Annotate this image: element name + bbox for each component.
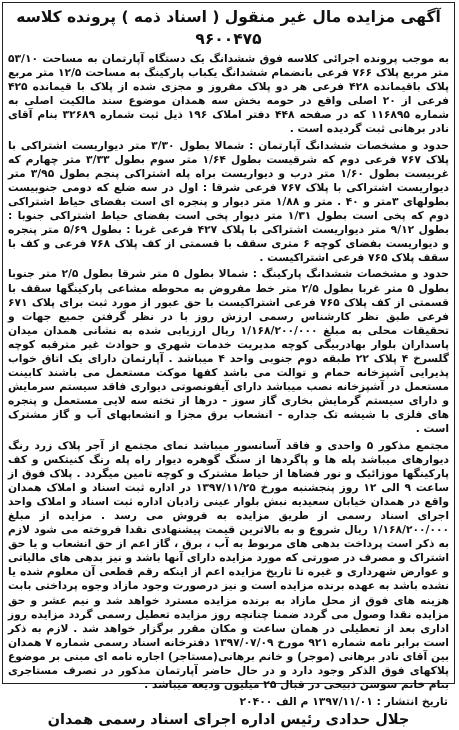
paragraph-property-description: به موجب پرونده اجرائی کلاسه فوق ششدانگ یک دستگاه آپارتمان به مساحت ۵۳/۱۰ متر مربع پلاک ۷۶۶ فرعی بانضمام ششدانگ یکباب پارکینگ به مساحت ۱۲/۵ متر مربع پلاک باقیمانده ۴۲۸ فرعی هر دو پلاک مفروز و مجزی شده از پلاک با قیمانده ۴۲۵ فرعی از ۲۰ اصلی واقع در حومه بخش سه همدان موضوع سند مالکیت اصلی به شماره ۱۱۶۸۹۵ که در صفحه ۴۴۸ دفتر املاک ۱۹۶ ذیل ثبت شماره ۳۲۶۸۹ بنام آقای نادر برهانی ثبت گردیده است . bbox=[8, 52, 450, 136]
signature-line: جلال حدادی رئیس اداره اجرای اسناد رسمی همدان bbox=[47, 712, 410, 729]
auction-notice bbox=[2, 2, 455, 729]
publication-date: تاریخ انتشار : ۱۳۹۷/۱۱/۰۱ م الف ۲۰۴۰۰ bbox=[239, 695, 448, 709]
notice-title: آگهی مزایده مال غیر منقول ( اسناد ذمه ) پرونده کلاسه ۹۶۰۰۴۷۵ bbox=[16, 8, 441, 48]
paragraph-parking-boundaries: حدود و مشخصات ششدانگ پارکینگ : شمالا بطول ۵ متر شرقا بطول ۲/۵ متر جنوبا بطول ۵ متر غربا بطول ۲/۵ متر خط مفروض به محوطه مشاعی پارکینگها سقف با قسمتی از کف پلاک ۷۶۵ فرعی اشتراکیست با حق عبور از مورد ثبت برای پلاک ۶۷۱ فرعی طبق نظر کارشناس رسمی ارزش روز با در نظر گرفتن جمیع جهات و تحقیقات محلی به مبلغ ۱/۱۶۸/۲۰۰/۰۰۰ ریال ارزیابی شده به نشانی همدان میدان پاسداران بلوار بهادربیگی کوچه مدیریت خدمات شهری و حوادث غیر مترقبه کوچه گلسرخ ۴ پلاک ۲۲ طبقه دوم جنوبی واحد ۴ میباشد . آپارتمان دارای یک اتاق خواب پذیرایی آشپزخانه حمام و توالت می باشد کفها موکت مستعمل می باشند کابینت مستعمل در آشپزخانه نصب میباشد دارای آیفونصوتی دیواری فاقد سیستم سرمایش و دارای سیستم گرمایش بخاری گاز سوز - درها از تخته سه لایی مستعمل و پنجره های فلزی با شیشه تک جداره - انشعاب برق مجزا و انشعابهای آب و گاز مشترک است . bbox=[8, 267, 450, 436]
paragraph-apartment-boundaries: حدود و مشخصات ششدانگ آپارتمان : شمالا بطول ۳/۳۰ متر دیواریست اشتراکی با پلاک ۷۶۷ فرعی دوم که شرقیست بطول ۱/۶۴ متر سوم بطول ۳/۳۳ متر چهارم که غربیست بطول ۱/۶۰ متر درب و دیواریست براه پله اشتراکی پنجم بطول ۳/۹۵ متر دیواریست اشتراکی با پلاک ۷۶۷ فرعی شرقا : اول در سه ضلع که دومی جنوبیست بطولهای ۳متر و ۴۰ . متر و ۱/۸۸ متر دیوار و پنجره ای است بفضای حیاط اشتراکی دوم که پخی است بطول ۱/۳۱ متر دیوار پخی است بفضای حیاط اشتراکی جنوبا : بطول ۹/۱۲ متر دیواریست اشتراکی با پلاک ۴۲۷ فرعی غربا : بطول ۵/۶۹ متر پنجره و دیواریست بفضای کوچه ۶ متری سقف با قسمتی از کف پلاک ۷۶۸ فرعی و کف با سقف پلاک ۷۶۵ فرعی اشتراکیست . bbox=[8, 138, 449, 265]
paragraph-auction-terms: مجتمع مذکور ۵ واحدی و فاقد آسانسور میباشد نمای مجتمع از آجر پلاک زرد رنگ دیوارهای میباشد پله ها و پاگردها از سنگ گوهره دیوار راه پله رنگ کنیتکس و کف پارکینگها موزائیک و نور فضاها از حیاط مشترک و کوچه تامین میگردد . پلاک فوق از ساعت ۹ الی ۱۲ روز پنجشنبه مورخ ۱۳۹۷/۱۱/۲۵ در اداره ثبت اسناد و املاک همدان واقع در همدان خیابان سعیدیه نبش بلوار عینی زادیان اداره ثبت اسناد و املاک واحد اجرای اسناد رسمی از طریق مزایده به فروش می رسد . مزایده از مبلغ ۱/۱۶۸/۲۰۰/۰۰۰ ریال شروع و به بالاترین قیمت پیشنهادی نقدا فروخته می شود لازم به ذکر است پرداخت بدهی های مربوط به آب ، برق ، گاز اعم از حق انشعاب و یا حق اشتراک و مصرف در صورتی که مورد مزایده دارای آنها باشد و نیز بدهی های مالیاتی و عوارض شهرداری و غیره تا تاریخ مزایده اعم از اینکه رقم قطعی آن معلوم شده یا نشده باشد به عهده برنده مزایده است و نیز درصورت وجود مازاد وجوه پرداختی بابت هزینه های فوق از محل مازاد به برنده مزایده مسترد خواهد شد و نیم عشر و حق مزایده نقدا وصول می گردد ضمنا چنانچه روز مزایده تعطیل رسمی گردد مزایده روز اداری بعد از تعطیلی در همان ساعت و مکان مقرر برگزار خواهد شد . لازم به ذکر است برابر نامه شماره ۹۲۱ مورخ ۱۳۹۷/۰۷/۰۹ دفترخانه اسناد رسمی شماره ۷ همدان بین آقای نادر برهانی (موجر) و خانم برهانی(مستاجر) اجاره نامه ای مبنی بر موضوع پلاکهای فوق الذکر وجود دارد و در حال حاضر آپارتمان مذکور در تصرف مستاجری بنام خانم سوسن ذبیحی در قبال ۲۵ میلیون ودیعه میباشد . bbox=[8, 438, 449, 692]
notice-body bbox=[3, 52, 454, 692]
